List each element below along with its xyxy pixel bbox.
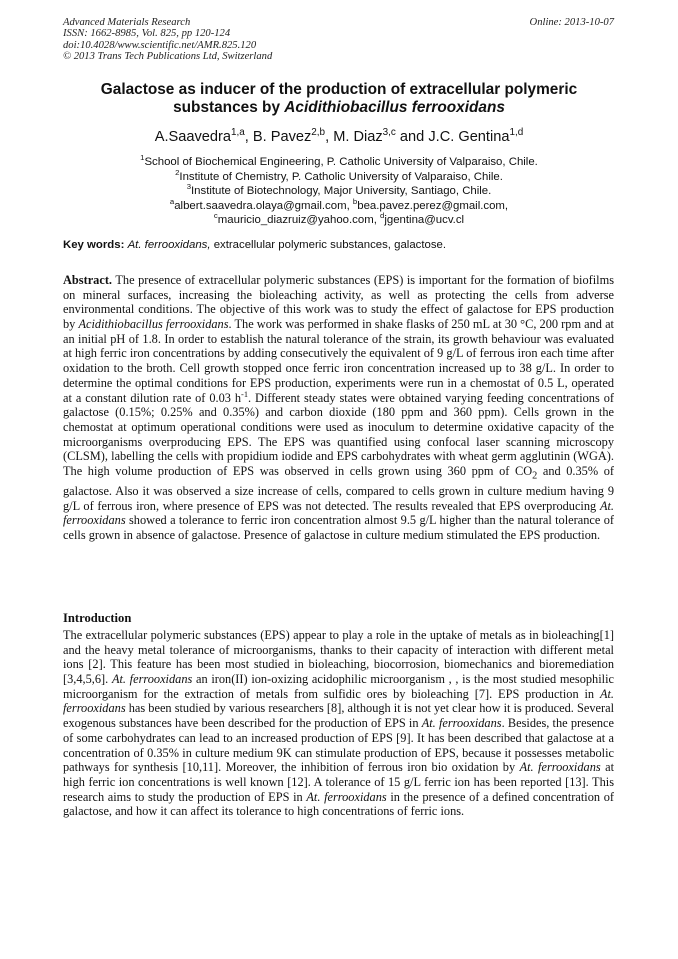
- affiliation-mark: 1: [140, 153, 145, 163]
- journal-doi: doi:10.4028/www.scientific.net/AMR.825.120: [63, 39, 257, 51]
- abstract-text: The presence of extracellular polymeric substances (EPS) is important for the formation of biofilms on mineral surfaces, increasing the bioleaching activity, as well as protecting the cells from adverse environmental conditions. The objective of this work was to study the effect of galactose for EPS production by: [63, 273, 614, 332]
- abstract-text: . Different steady states were obtained varying feeding concentrations of galactose (0.15%; 0.25% and 0.35%) and carbon dioxide (180 ppm and 360 ppm). Cells grown in the chemostat at optimum operational conditions were used as inoculum to determine oxidative capacity of the microorganisms overproducing EPS. The EPS was quantified using confocal laser scanning microscopy (CLSM), labelling the cells with propidium iodide and EPS carbohydrates with wheat germ agglutinin (WGA). The high volume production of EPS was observed in cells grown using 360 ppm of CO: [63, 390, 614, 478]
- introduction-paragraph: [63, 628, 614, 819]
- body-text: an iron(II) ion-oxizing acidophilic microorganism , , is the most studied mesophilic microorganism for the extraction of metals from sulfidic ores by bioleaching [7]. EPS production in: [63, 672, 614, 701]
- organism-name: At. ferrooxidans: [519, 760, 601, 775]
- body-text: in the presence of a defined concentration of galactose, and how it can affect its tolerance to high concentrations of ferric ions.: [63, 789, 614, 819]
- affiliation-line: [40, 167, 638, 185]
- body-text: . Besides, the presence of some carbohydrates can lead to an increased production of EPS [9]. It has been described that galactose at a concentration of 0.35% in culture medium 9K can stimulate production of EPS, because it possesses metabolic pathways for synthesis [10,11]. Moreover, the inhibition of ferrous iron bio oxidation by: [63, 716, 614, 775]
- email-line: [40, 213, 638, 228]
- introduction: [63, 628, 614, 819]
- affiliation-text: School of Biochemical Engineering, P. Catholic University of Valparaiso, Chile.: [144, 156, 538, 168]
- organism-name: Acidithiobacillus ferrooxidans: [78, 317, 229, 332]
- keywords-label: Key words:: [63, 239, 125, 251]
- email-d[interactable]: jgentina@ucv.cl: [384, 214, 465, 227]
- email-mark: c: [213, 211, 218, 221]
- keywords-rest: extracellular polymeric substances, galactose.: [210, 239, 447, 251]
- author-separator: ,: [325, 129, 334, 145]
- affiliations: [40, 155, 638, 228]
- affiliation-line: [40, 184, 638, 199]
- title-line-2: [40, 99, 638, 117]
- author-name: J.C. Gentina: [428, 129, 510, 145]
- author-separator: and: [395, 129, 429, 145]
- email-c[interactable]: mauricio_diazruiz@yahoo.com,: [217, 214, 381, 227]
- keywords-organism: At. ferrooxidans,: [127, 239, 211, 251]
- organism-name: At. ferrooxidans: [111, 672, 193, 687]
- affiliation-text: Institute of Biotechnology, Major University, Santiago, Chile.: [191, 185, 492, 198]
- journal-name: Advanced Materials Research: [63, 17, 191, 28]
- title-line-2-prefix: substances by: [173, 99, 285, 116]
- email-a[interactable]: albert.saavedra.olaya@gmail.com,: [174, 199, 353, 212]
- author-affiliation-mark: 3,c: [382, 127, 396, 139]
- email-mark: b: [352, 196, 358, 206]
- author-name: M. Diaz: [333, 129, 383, 145]
- co2-subscript: 2: [532, 470, 538, 482]
- keywords: [63, 238, 623, 252]
- abstract-paragraph: [63, 273, 614, 543]
- email-line: [40, 196, 638, 214]
- journal-copyright: © 2013 Trans Tech Publications Ltd, Switzerland: [63, 51, 273, 63]
- organism-name: At. ferrooxidans: [421, 716, 502, 731]
- section-heading-introduction: Introduction: [63, 611, 132, 625]
- email-mark: a: [169, 196, 175, 206]
- email-b[interactable]: bea.pavez.perez@gmail.com,: [357, 199, 509, 212]
- online-date: Online: 2013-10-07: [529, 17, 614, 28]
- body-text: at high ferric ion concentrations is well known [12]. A tolerance of 15 g/L ferric ion has been reported [13]. This research aims to study the production of EPS in: [63, 760, 614, 804]
- organism-name: At. ferrooxidans: [63, 686, 614, 716]
- organism-name: At. ferrooxidans: [306, 789, 387, 804]
- body-text: The extracellular polymeric substances (EPS) appear to play a role in the uptake of metals as in bioleaching[1] and the heavy metal tolerance of microorganisms, thanks to their capacity of interaction with different metal ions [2]. This feature has been most studied in bioleaching, biocorrosion, biomechanics and bioremediation [3,4,5,6].: [63, 628, 614, 687]
- affiliation-text: Institute of Chemistry, P. Catholic University of Valparaiso, Chile.: [179, 170, 503, 183]
- affiliation-line: [40, 155, 638, 170]
- email-mark: d: [380, 211, 385, 221]
- author-name: A.Saavedra: [154, 129, 231, 145]
- paper-title: [40, 81, 638, 117]
- title-organism: Acidithiobacillus ferrooxidans: [284, 99, 505, 116]
- author-name: B. Pavez: [252, 129, 312, 145]
- journal-issn: ISSN: 1662-8985, Vol. 825, pp 120-124: [63, 28, 231, 40]
- abstract-text: and 0.35% of galactose. Also it was observed a size increase of cells, compared to cells grown in culture medium having 9 g/L of ferrous iron, where presence of EPS was not detected. The results revealed that EPS overproducing: [63, 463, 615, 513]
- author-list: [60, 128, 618, 146]
- author-affiliation-mark: 2,b: [311, 127, 326, 139]
- abstract: [63, 273, 614, 543]
- author-affiliation-mark: 1,d: [509, 127, 524, 139]
- title-line-1: Galactose as inducer of the production of extracellular polymeric: [100, 81, 578, 98]
- affiliation-mark: 3: [186, 182, 191, 192]
- author-separator: ,: [244, 129, 253, 145]
- journal-header: [63, 17, 272, 63]
- abstract-text: . The work was performed in shake flasks of 250 mL at 30 °C, 200 rpm and at an initial pH of 1.8. In order to establish the natural tolerance of the strain, its growth behaviour was evaluated at high ferric iron concentrations by adding consecutively the equivalent of 9 g/L of ferrous iron each time after oxidation to the broth. Cell growth stopped once ferric iron concentration increased up to 38 g/L. In order to determine the optimal conditions for EPS production, experiments were run in a chemostat of 0.5 L, operated at a constant dilution rate of 0.03 h: [63, 317, 614, 405]
- author-affiliation-mark: 1,a: [231, 127, 245, 139]
- organism-name: At. ferrooxidans: [63, 498, 614, 528]
- abstract-text: showed a tolerance to ferric iron concentration almost 9.5 g/L higher than the natural tolerance of cells grown in absence of galactose. Presence of galactose in culture medium stimulated the EPS production.: [63, 513, 614, 543]
- body-text: has been studied by various researchers [8], although it is not yet clear how it is produced. Several exogenous substances have been described for the production of EPS in: [63, 701, 614, 731]
- unit-superscript: -1: [241, 389, 249, 399]
- abstract-label: Abstract.: [63, 273, 113, 287]
- affiliation-mark: 2: [175, 167, 180, 177]
